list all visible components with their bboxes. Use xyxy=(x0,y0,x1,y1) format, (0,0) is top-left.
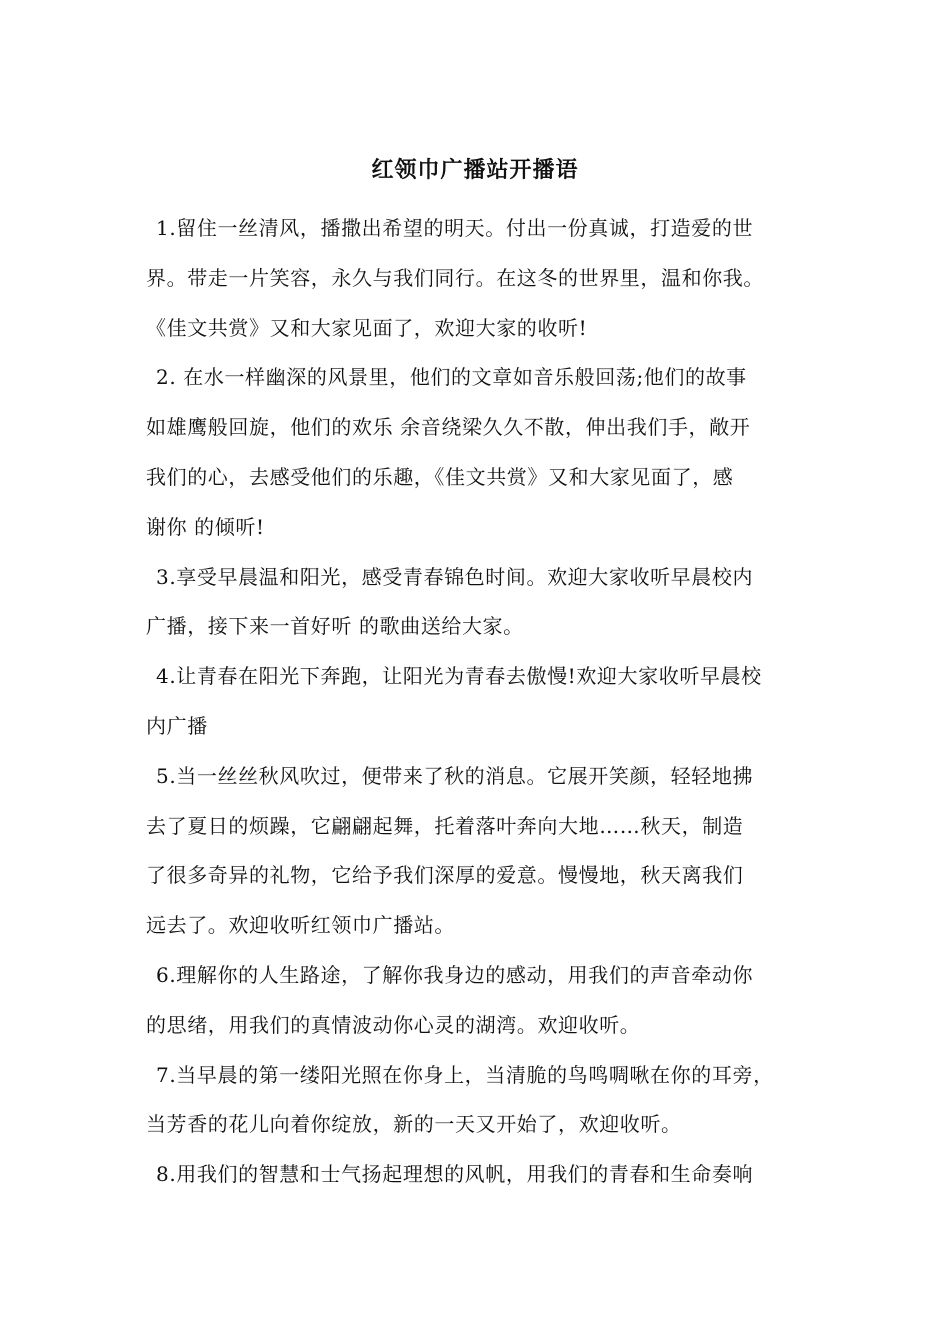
paragraph-line: 远去了。欢迎收听红领巾广播站。 xyxy=(146,913,455,938)
paragraph-line: 谢你 的倾听! xyxy=(146,514,265,539)
paragraph-3 xyxy=(146,553,818,653)
paragraph-line: 5.当一丝丝秋风吹过，便带来了秋的消息。它展开笑颜，轻轻地拂 xyxy=(156,763,754,788)
paragraph-line: 2. 在水一样幽深的风景里，他们的文章如音乐般回荡;他们的故事 xyxy=(156,365,747,390)
paragraph-line: 当芳香的花儿向着你绽放，新的一天又开始了，欢迎收听。 xyxy=(146,1112,682,1137)
paragraph-4 xyxy=(146,652,818,752)
paragraph-line: 界。带走一片笑容，永久与我们同行。在这冬的世界里，温和你我。 xyxy=(146,265,764,290)
paragraph-line: 8.用我们的智慧和士气扬起理想的风帆，用我们的青春和生命奏响 xyxy=(156,1162,754,1187)
paragraph-line: 1.留住一丝清风，播撒出希望的明天。付出一份真诚，打造爱的世 xyxy=(156,216,754,240)
paragraph-6 xyxy=(146,951,818,1051)
paragraph-line: 的思绪，用我们的真情波动你心灵的湖湾。欢迎收听。 xyxy=(146,1012,641,1037)
paragraph-line: 我们的心，去感受他们的乐趣，《佳文共赏》又和大家见面了，感 xyxy=(146,464,734,489)
paragraph-line: 6.理解你的人生路途，了解你我身边的感动，用我们的声音牵动你 xyxy=(156,962,754,987)
paragraph-line: 广播，接下来一首好听 的歌曲送给大家。 xyxy=(146,614,524,639)
paragraph-line: 《佳文共赏》又和大家见面了，欢迎大家的收听! xyxy=(146,315,588,340)
paragraph-8 xyxy=(146,1150,818,1200)
paragraph-7 xyxy=(146,1051,818,1151)
paragraph-line: 如雄鹰般回旋，他们的欢乐 余音绕梁久久不散，伸出我们手，敞开 xyxy=(146,415,751,440)
paragraph-line: 3.享受早晨温和阳光，感受青春锦色时间。欢迎大家收听早晨校内 xyxy=(156,564,754,589)
paragraph-line: 4.让青春在阳光下奔跑，让阳光为青春去傲慢!欢迎大家收听早晨校 xyxy=(156,664,762,689)
paragraph-line: 7.当早晨的第一缕阳光照在你身上，当清脆的鸟鸣啁啾在你的耳旁， xyxy=(156,1062,774,1087)
paragraph-line: 了很多奇异的礼物，它给予我们深厚的爱意。慢慢地，秋天离我们 xyxy=(146,863,744,888)
paragraph-2 xyxy=(146,353,818,552)
paragraph-1 xyxy=(146,204,818,353)
paragraph-line: 去了夏日的烦躁，它翩翩起舞，托着落叶奔向大地……秋天，制造 xyxy=(146,813,744,838)
document-title: 红领巾广播站开播语 xyxy=(371,157,579,183)
paragraph-line: 内广播 xyxy=(146,713,208,738)
paragraph-5 xyxy=(146,752,818,951)
document-body xyxy=(146,204,818,1200)
